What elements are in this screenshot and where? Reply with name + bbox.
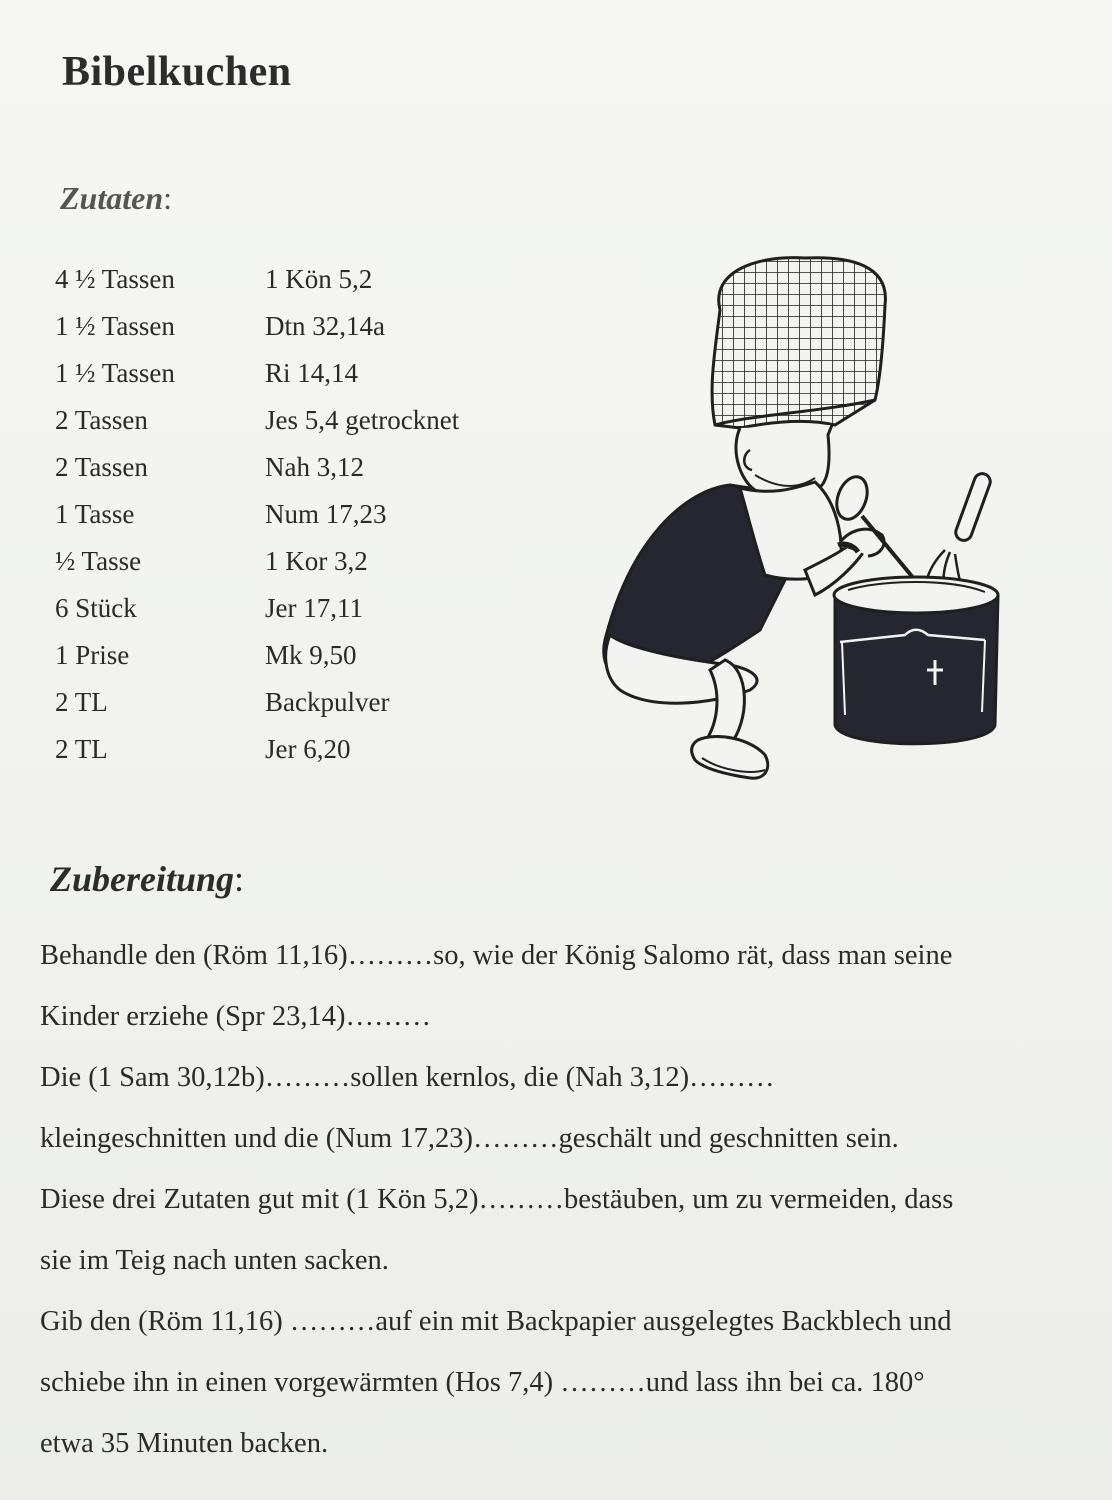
chef-hat-icon [712,258,885,428]
baking-chef-child-illustration [590,250,1010,800]
ingredient-quantity: 2 TL [55,734,108,764]
preparation-heading-colon: : [234,859,245,899]
ingredient-row [55,538,525,585]
preparation-heading [50,858,244,900]
ingredient-row [55,350,525,397]
ingredient-row [55,491,525,538]
ingredient-reference: Jes 5,4 getrocknet [265,405,460,435]
ingredient-row [55,585,525,632]
instruction-line: sie im Teig nach unten sacken. [40,1245,389,1276]
ingredient-reference: Ri 14,14 [265,358,359,388]
ingredient-quantity: 2 TL [55,687,108,717]
ingredient-quantity: 1 ½ Tassen [55,358,175,388]
ingredient-reference: Dtn 32,14a [265,311,385,341]
ingredient-row [55,726,525,773]
preparation-heading-text: Zubereitung [50,859,235,899]
ingredient-row [55,632,525,679]
ingredient-quantity: ½ Tasse [55,546,142,576]
ingredient-row [55,397,525,444]
ingredient-reference: Mk 9,50 [265,640,357,670]
ingredient-reference: Nah 3,12 [265,452,364,482]
ingredient-row [55,679,525,726]
page-title: Bibelkuchen [62,49,292,95]
instruction-line: Kinder erziehe (Spr 23,14)……… [40,1001,431,1032]
instruction-line: schiebe ihn in einen vorgewärmten (Hos 7,4) ………und lass ihn bei ca. 180° [40,1367,925,1398]
ingredient-row [55,256,525,303]
ingredient-reference: Jer 17,11 [265,593,363,623]
ingredient-reference: Jer 6,20 [265,734,351,764]
ingredient-quantity: 4 ½ Tassen [55,264,175,294]
ingredient-quantity: 1 Tasse [55,499,135,529]
ingredient-reference: 1 Kor 3,2 [265,546,368,576]
ingredients-heading-text: Zutaten [60,180,164,216]
ingredient-reference: Num 17,23 [265,499,387,529]
ingredient-row [55,444,525,491]
ingredient-row [55,303,525,350]
instruction-line: etwa 35 Minuten backen. [40,1428,329,1459]
preparation-instructions [40,925,1090,1474]
ingredient-quantity: 2 Tassen [55,405,148,435]
ingredients-heading [60,180,172,217]
instruction-line: Diese drei Zutaten gut mit (1 Kön 5,2)………bestäuben, um zu vermeiden, dass [40,1184,954,1215]
ingredient-quantity: 2 Tassen [55,452,148,482]
ingredients-list [55,256,525,773]
ingredients-heading-colon: : [163,180,173,216]
mixing-pot-icon [834,577,998,744]
instruction-line: kleingeschnitten und die (Num 17,23)………geschält und geschnitten sein. [40,1123,899,1154]
ingredient-reference: 1 Kön 5,2 [265,264,373,294]
instruction-line: Gib den (Röm 11,16) ………auf ein mit Backpapier ausgelegtes Backblech und [40,1306,952,1337]
ingredient-quantity: 6 Stück [55,593,137,623]
ingredient-quantity: 1 ½ Tassen [55,311,175,341]
instruction-line: Behandle den (Röm 11,16)………so, wie der König Salomo rät, dass man seine [40,940,953,971]
ingredient-reference: Backpulver [265,687,390,717]
instruction-line: Die (1 Sam 30,12b)………sollen kernlos, die (Nah 3,12)……… [40,1062,775,1093]
ingredient-quantity: 1 Prise [55,640,130,670]
